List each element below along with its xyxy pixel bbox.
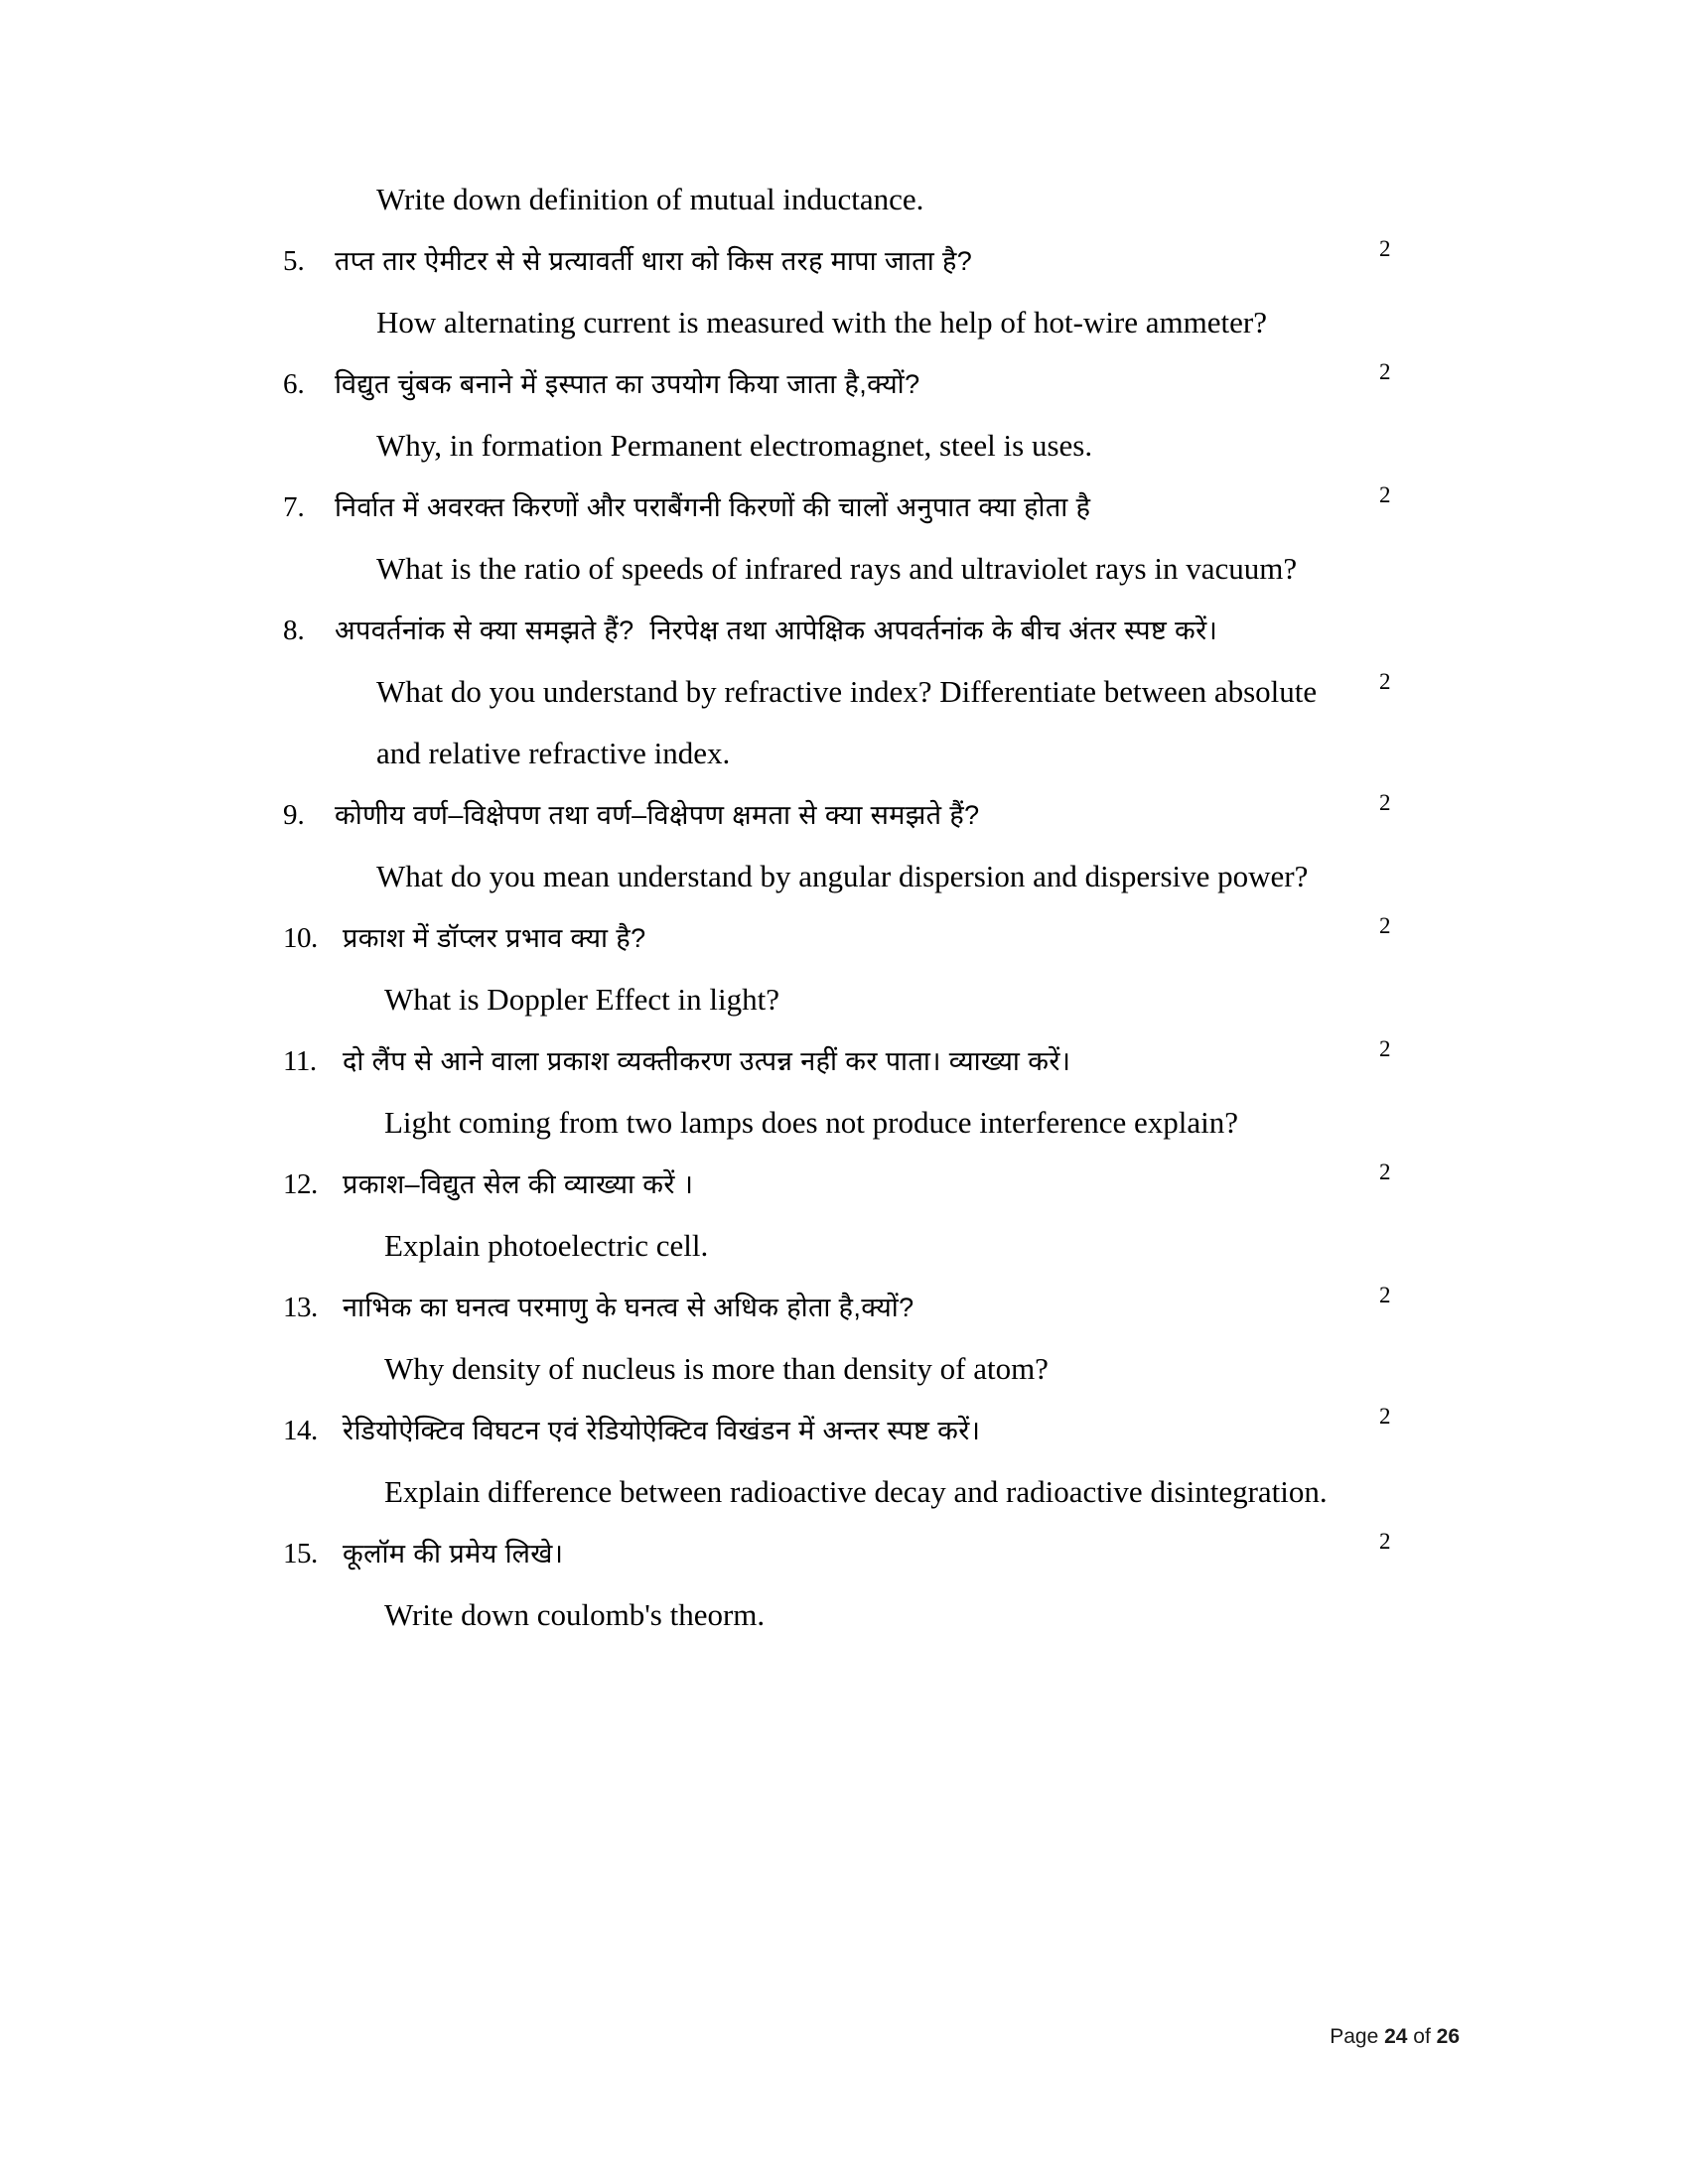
question-text-hindi: प्रकाश में डॉप्लर प्रभाव क्या है? (343, 923, 646, 953)
question-text-hindi: दो लैंप से आने वाला प्रकाश व्यक्तीकरण उत्पन्न नहीं कर पाता। व्याख्या करें। (343, 1046, 1071, 1076)
question-item (283, 1277, 1415, 1400)
question-number: 11. (283, 1045, 317, 1077)
question-body (343, 1277, 1345, 1400)
question-item (283, 353, 1415, 477)
question-marks: 2 (1379, 913, 1391, 938)
question-marks: 2 (1379, 1404, 1391, 1429)
question-number: 6. (283, 368, 305, 400)
question-number: 14. (283, 1415, 318, 1446)
question-text-english: How alternating current is measured with the help of hot-wire ammeter? (376, 305, 1267, 340)
question-number: 9. (283, 799, 305, 831)
question-body (335, 477, 1345, 600)
question-item (283, 784, 1415, 907)
intro-continuation-line: Write down definition of mutual inductance. (376, 182, 924, 216)
question-number: 5. (283, 245, 305, 277)
question-text-english: What do you understand by refractive index? Differentiate between absolute and relative refractive index. (376, 674, 1325, 770)
question-item (283, 1523, 1415, 1646)
question-body (335, 353, 1345, 477)
question-number: 7. (283, 491, 305, 523)
question-text-english: What is the ratio of speeds of infrared rays and ultraviolet rays in vacuum? (376, 551, 1298, 586)
question-item (283, 907, 1415, 1030)
footer-total-pages: 26 (1436, 2025, 1460, 2048)
question-body (343, 907, 1345, 1030)
question-marks: 2 (1379, 1036, 1391, 1061)
question-marks: 2 (1379, 236, 1391, 261)
question-list (283, 169, 1415, 1646)
question-number: 15. (283, 1538, 318, 1570)
question-body (343, 1400, 1345, 1523)
page-footer (0, 2025, 1688, 2049)
question-number: 12. (283, 1168, 318, 1200)
question-text-hindi: निर्वात में अवरक्त किरणों और पराबैंगनी किरणों की चालों अनुपात क्या होता है (335, 492, 1091, 522)
question-marks: 2 (1379, 669, 1391, 694)
question-text-hindi: कोणीय वर्ण–विक्षेपण तथा वर्ण–विक्षेपण क्षमता से क्या समझते हैं? (335, 800, 980, 830)
question-item (283, 230, 1415, 353)
question-text-hindi: नाभिक का घनत्व परमाणु के घनत्व से अधिक होता है,क्यों? (343, 1293, 914, 1322)
question-text-hindi: कूलॉम की प्रमेय लिखे। (343, 1539, 564, 1569)
question-item (283, 600, 1415, 784)
question-number: 10. (283, 922, 318, 954)
question-marks: 2 (1379, 1160, 1391, 1184)
question-text-english: Explain difference between radioactive decay and radioactive disintegration. (384, 1474, 1328, 1509)
question-text-english: Why density of nucleus is more than density of atom? (384, 1351, 1049, 1386)
question-body (335, 784, 1345, 907)
question-marks: 2 (1379, 1529, 1391, 1554)
question-text-english: Why, in formation Permanent electromagnet, steel is uses. (376, 428, 1093, 463)
footer-page-prefix: Page (1330, 2025, 1385, 2048)
question-body (343, 1523, 1345, 1646)
question-item (283, 1030, 1415, 1154)
question-text-hindi: प्रकाश–विद्युत सेल की व्याख्या करें । (343, 1169, 694, 1199)
question-body (343, 1154, 1345, 1277)
question-text-hindi: रेडियोऐक्टिव विघटन एवं रेडियोऐक्टिव विखंडन में अन्तर स्पष्ट करें। (343, 1416, 981, 1445)
question-text-hindi: विद्युत चुंबक बनाने में इस्पात का उपयोग किया जाता है,क्यों? (335, 369, 920, 399)
question-text-english: Explain photoelectric cell. (384, 1228, 709, 1263)
question-marks: 2 (1379, 359, 1391, 384)
question-body (335, 230, 1345, 353)
question-body (343, 1030, 1345, 1154)
question-marks: 2 (1379, 482, 1391, 507)
question-item (283, 1154, 1415, 1277)
question-text-english: What is Doppler Effect in light? (384, 982, 780, 1017)
question-item (283, 477, 1415, 600)
question-number: 8. (283, 614, 305, 646)
question-item (283, 1400, 1415, 1523)
question-marks: 2 (1379, 1283, 1391, 1307)
question-text-hindi: तप्त तार ऐमीटर से से प्रत्यावर्ती धारा को किस तरह मापा जाता है? (335, 246, 973, 276)
question-number: 13. (283, 1292, 318, 1323)
footer-page-middle: of (1407, 2025, 1437, 2048)
footer-current-page: 24 (1384, 2025, 1408, 2048)
question-body (335, 600, 1345, 784)
question-text-english: What do you mean understand by angular dispersion and dispersive power? (376, 859, 1309, 893)
question-marks: 2 (1379, 790, 1391, 815)
question-text-english: Write down coulomb's theorm. (384, 1597, 766, 1632)
question-text-hindi: अपवर्तनांक से क्या समझते हैं? निरपेक्ष तथा आपेक्षिक अपवर्तनांक के बीच अंतर स्पष्ट करें। (335, 615, 1218, 645)
question-text-english: Light coming from two lamps does not produce interference explain? (384, 1105, 1238, 1140)
